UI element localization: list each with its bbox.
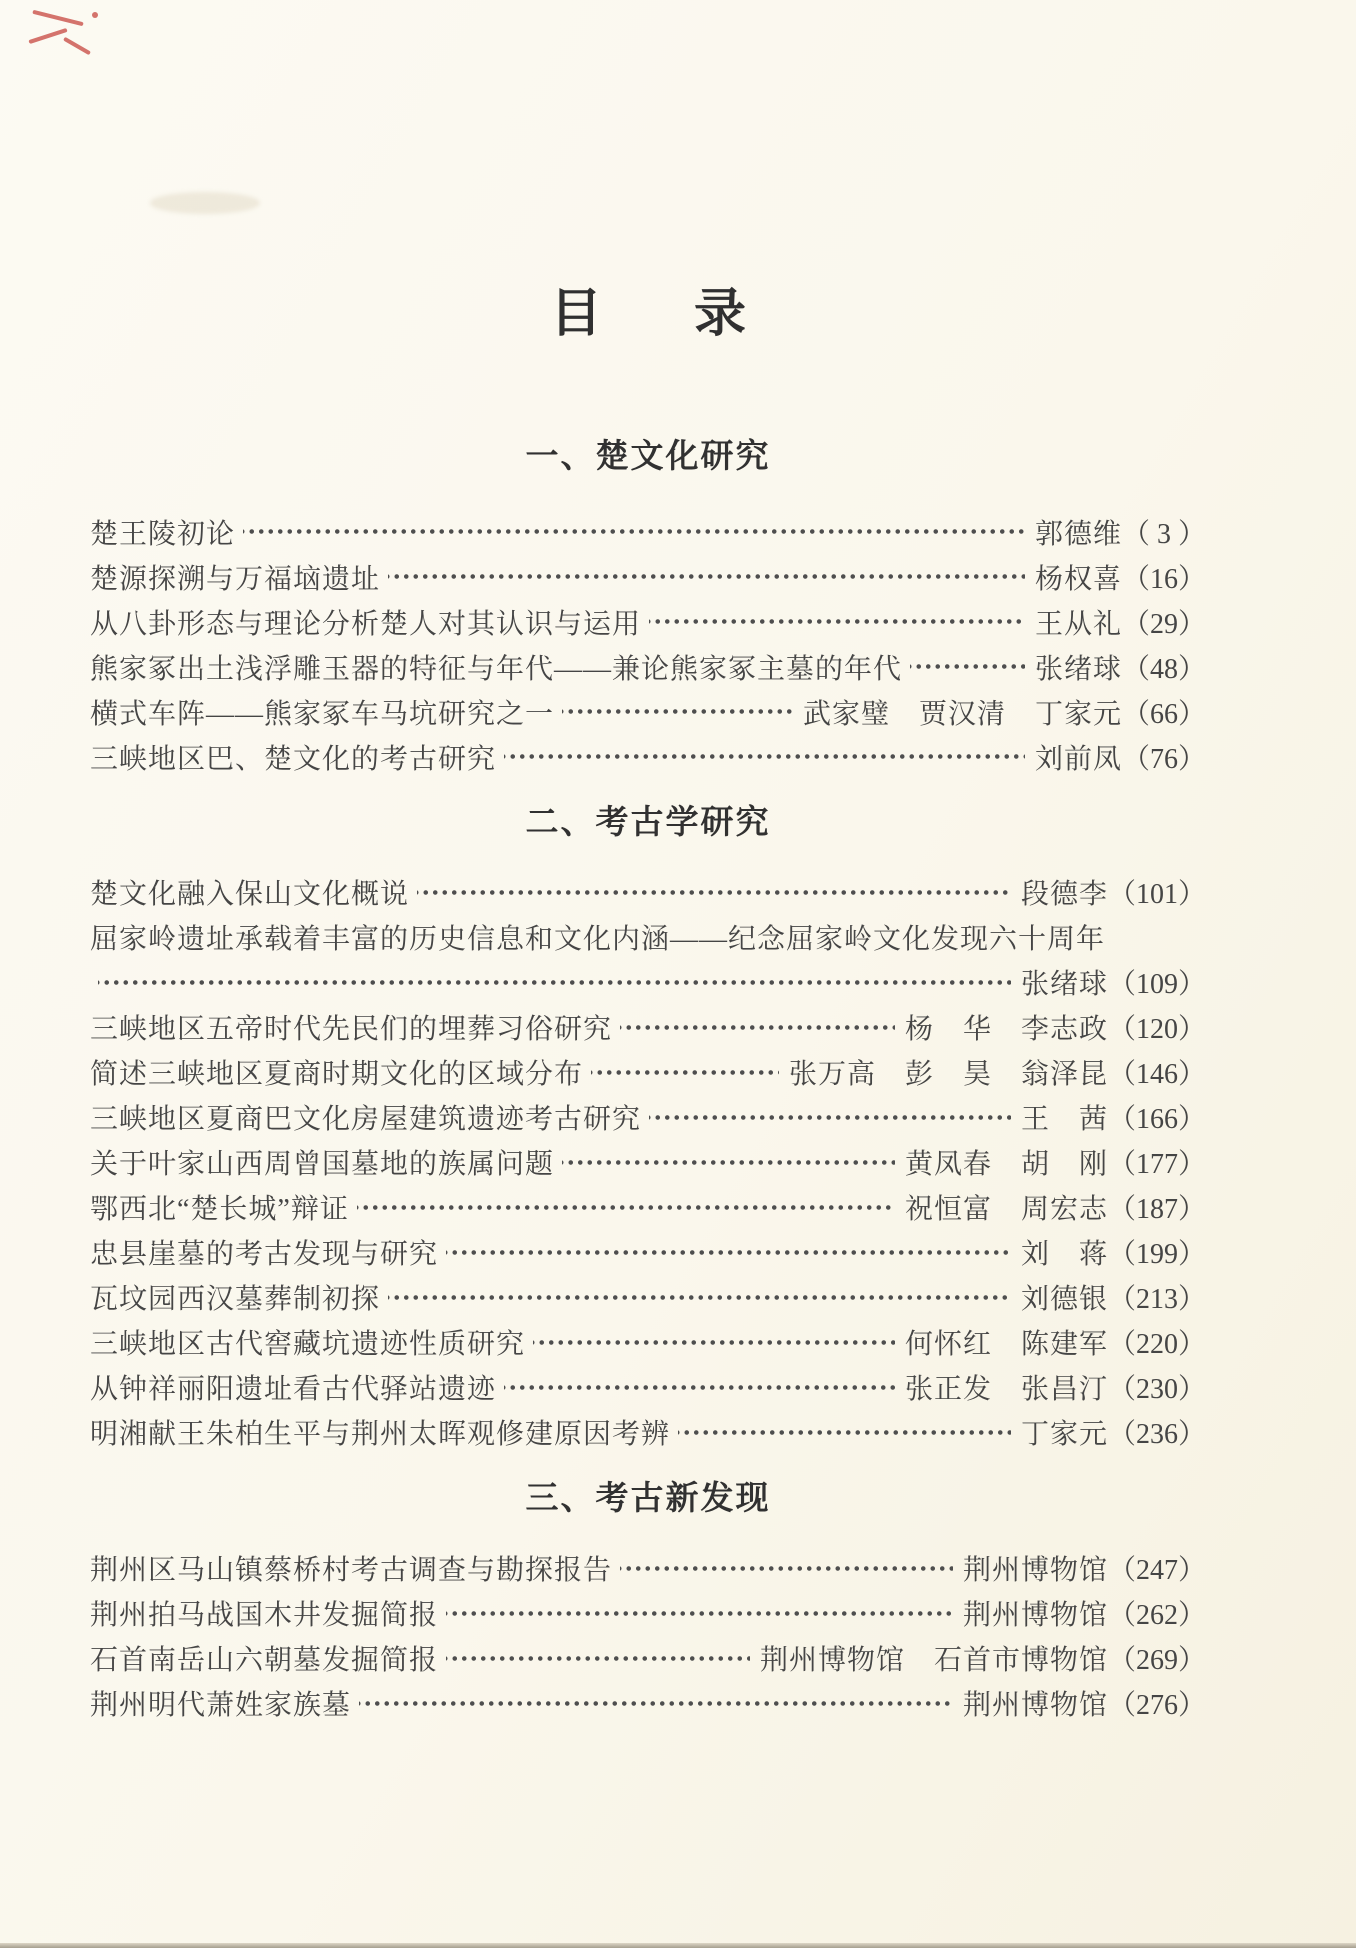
toc-entry [90, 870, 1206, 915]
entry-authors: 王 茜 [1020, 1104, 1108, 1136]
entry-authors: 丁家元 [1020, 1419, 1108, 1451]
entry-authors: 何怀红 陈建军 [904, 1329, 1108, 1361]
entry-title: 瓦坟园西汉墓葬制初探 [90, 1284, 381, 1316]
toc-entry [90, 1591, 1206, 1636]
entry-page-number: （66） [1121, 698, 1206, 730]
toc-entry [90, 1410, 1206, 1455]
toc-entry [90, 1095, 1206, 1140]
entry-page-number: （101） [1107, 879, 1206, 911]
entry-page-number: （220） [1107, 1329, 1206, 1361]
entry-title: 三峡地区夏商巴文化房屋建筑遗迹考古研究 [90, 1104, 642, 1136]
entry-authors: 荆州博物馆 [962, 1690, 1108, 1722]
entry-page-number: （146） [1107, 1059, 1206, 1091]
toc-entry [90, 915, 1206, 1005]
dotted-leader [562, 689, 793, 734]
red-pen-mark [63, 37, 91, 55]
entry-page-number: （262） [1107, 1600, 1206, 1632]
toc-entry [90, 689, 1206, 734]
dotted-leader [678, 1410, 1011, 1455]
toc-entry [90, 1185, 1206, 1230]
entry-title: 从八卦形态与理论分析楚人对其认识与运用 [90, 608, 642, 640]
dotted-leader [591, 1050, 779, 1095]
dotted-leader [504, 734, 1025, 779]
entry-page-number: （120） [1107, 1014, 1206, 1046]
sections [90, 436, 1206, 1726]
dotted-leader [910, 644, 1025, 689]
entry-continuation-line [90, 960, 1206, 1005]
entry-authors: 张万高 彭 昊 翁泽昆 [788, 1059, 1108, 1091]
toc-entry [90, 1275, 1206, 1320]
entry-page-number: （ 3 ） [1121, 518, 1206, 550]
red-pen-mark [28, 28, 67, 44]
entry-authors: 王从礼 [1034, 608, 1122, 640]
dotted-leader [446, 1230, 1011, 1275]
dotted-leader [98, 960, 1011, 1005]
entry-title: 屈家岭遗址承载着丰富的历史信息和文化内涵——纪念屈家岭文化发现六十周年 [90, 924, 1106, 956]
toc-entry [90, 1636, 1206, 1681]
dotted-leader [359, 1681, 953, 1726]
entry-title: 三峡地区古代窖藏坑遗迹性质研究 [90, 1329, 526, 1361]
dotted-leader [620, 1546, 953, 1591]
entry-authors: 黄凤春 胡 刚 [904, 1149, 1108, 1181]
entry-page-number: （276） [1107, 1690, 1206, 1722]
dotted-leader [533, 1320, 895, 1365]
scan-smudge [150, 192, 260, 214]
toc-entry [90, 1005, 1206, 1050]
entry-page-number: （109） [1107, 969, 1206, 1001]
section-heading: 二、考古学研究 [525, 803, 771, 841]
dotted-leader [357, 1185, 895, 1230]
entry-authors: 刘 蒋 [1020, 1239, 1108, 1271]
entry-title: 熊家冢出土浅浮雕玉器的特征与年代——兼论熊家冢主墓的年代 [90, 653, 903, 685]
entry-authors: 张正发 张昌汀 [904, 1374, 1108, 1406]
entry-page-number: （213） [1107, 1284, 1206, 1316]
entry-title: 三峡地区五帝时代先民们的埋葬习俗研究 [90, 1014, 613, 1046]
page-title: 目 录 [549, 286, 766, 343]
entry-authors: 段德李 [1020, 879, 1108, 911]
entry-title: 从钟祥丽阳遗址看古代驿站遗迹 [90, 1374, 497, 1406]
entry-authors: 荆州博物馆 石首市博物馆 [759, 1645, 1108, 1677]
toc-entry [90, 1681, 1206, 1726]
dotted-leader [620, 1005, 895, 1050]
entry-title: 明湘献王朱柏生平与荆州太晖观修建原因考辨 [90, 1419, 671, 1451]
toc-entry [90, 644, 1206, 689]
entry-page-number: （236） [1107, 1419, 1206, 1451]
entry-page-number: （199） [1107, 1239, 1206, 1271]
entry-title: 楚王陵初论 [90, 518, 236, 550]
entry-title: 石首南岳山六朝墓发掘简报 [90, 1645, 439, 1677]
entry-title: 荆州拍马战国木井发掘简报 [90, 1600, 439, 1632]
entry-title-line [90, 915, 1206, 960]
entry-title: 简述三峡地区夏商时期文化的区域分布 [90, 1059, 584, 1091]
toc-entry [90, 1050, 1206, 1095]
entry-page-number: （29） [1121, 608, 1206, 640]
entry-page-number: （230） [1107, 1374, 1206, 1406]
toc-entry [90, 1365, 1206, 1410]
entry-page-number: （16） [1121, 563, 1206, 595]
toc-entry [90, 1230, 1206, 1275]
dotted-leader [649, 1095, 1011, 1140]
dotted-leader [504, 1365, 895, 1410]
dotted-leader [562, 1140, 895, 1185]
toc-section [90, 805, 1206, 1455]
toc-entry [90, 554, 1206, 599]
entry-authors: 荆州博物馆 [962, 1600, 1108, 1632]
toc-entry [90, 1546, 1206, 1591]
dotted-leader [417, 870, 1011, 915]
dotted-leader [388, 554, 1025, 599]
entry-authors: 刘前凤 [1034, 743, 1122, 775]
dotted-leader [446, 1591, 953, 1636]
toc-entry [90, 1140, 1206, 1185]
entry-page-number: （166） [1107, 1104, 1206, 1136]
toc-section [90, 1478, 1206, 1726]
red-pen-mark [32, 10, 83, 26]
entry-authors: 张绪球 [1020, 969, 1108, 1001]
entry-page-number: （177） [1107, 1149, 1206, 1181]
dotted-leader [649, 599, 1025, 644]
entry-title: 荆州明代萧姓家族墓 [90, 1690, 352, 1722]
section-heading: 一、楚文化研究 [525, 436, 771, 474]
red-pen-mark [92, 12, 98, 18]
dotted-leader [388, 1275, 1011, 1320]
entry-title: 楚源探溯与万福垴遗址 [90, 563, 381, 595]
entry-authors: 祝恒富 周宏志 [904, 1194, 1108, 1226]
entry-authors: 郭德维 [1034, 518, 1122, 550]
entry-page-number: （187） [1107, 1194, 1206, 1226]
entry-title: 关于叶家山西周曾国墓地的族属问题 [90, 1149, 555, 1181]
entry-authors: 张绪球 [1034, 653, 1122, 685]
entry-page-number: （269） [1107, 1645, 1206, 1677]
entry-title: 鄂西北“楚长城”辩证 [90, 1194, 349, 1226]
entry-page-number: （247） [1107, 1555, 1206, 1587]
entry-authors: 杨权喜 [1034, 563, 1122, 595]
entry-page-number: （48） [1121, 653, 1206, 685]
toc-entry [90, 1320, 1206, 1365]
toc-entry [90, 509, 1206, 554]
section-heading: 三、考古新发现 [525, 1478, 771, 1516]
entry-title: 忠县崖墓的考古发现与研究 [90, 1239, 439, 1271]
entry-title: 横式车阵——熊家冢车马坑研究之一 [90, 698, 555, 730]
toc-entry [90, 599, 1206, 644]
entry-title: 三峡地区巴、楚文化的考古研究 [90, 743, 497, 775]
entry-title: 荆州区马山镇蔡桥村考古调查与勘探报告 [90, 1555, 613, 1587]
entry-authors: 武家璧 贾汉清 丁家元 [802, 698, 1122, 730]
entry-authors: 荆州博物馆 [962, 1555, 1108, 1587]
entry-page-number: （76） [1121, 743, 1206, 775]
entry-authors: 刘德银 [1020, 1284, 1108, 1316]
entry-title: 楚文化融入保山文化概说 [90, 879, 410, 911]
toc-section [90, 436, 1206, 780]
entry-authors: 杨 华 李志政 [904, 1014, 1108, 1046]
dotted-leader [243, 509, 1025, 554]
dotted-leader [446, 1636, 750, 1681]
toc-entry [90, 734, 1206, 779]
